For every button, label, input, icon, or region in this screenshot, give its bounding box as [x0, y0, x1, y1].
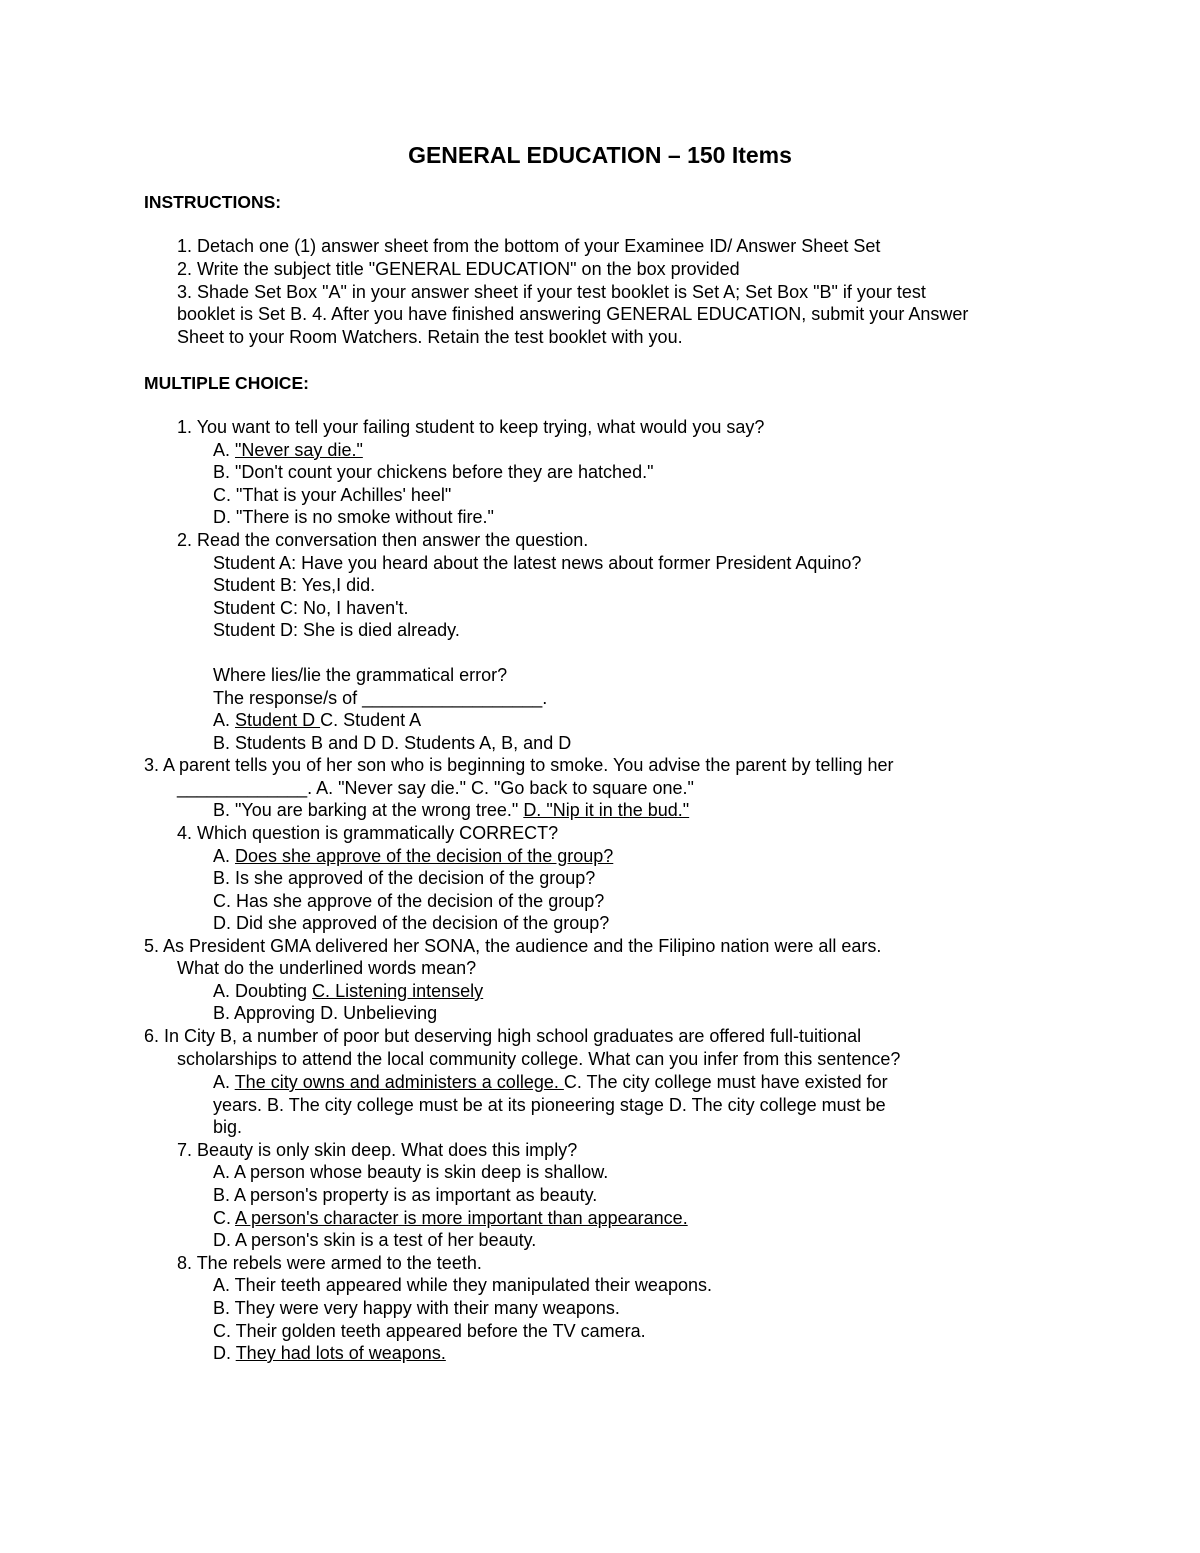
question-stem: 1. You want to tell your failing student to keep trying, what would you say? — [177, 417, 765, 437]
choice-line: D. Did she approved of the decision of the group? — [213, 913, 610, 933]
choice-line: B. A person's property is as important as beauty. — [213, 1185, 598, 1205]
choice-line: A. Doubting C. Listening intensely — [213, 981, 484, 1001]
choice-line: B. "Don't count your chickens before they are hatched." — [213, 462, 654, 482]
choice-line: D. They had lots of weapons. — [213, 1343, 446, 1363]
choice-line: A. "Never say die." — [213, 440, 363, 460]
choice-line: _____________. A. "Never say die." C. "Go back to square one." — [177, 778, 694, 798]
choice-line: B. Students B and D D. Students A, B, and D — [213, 733, 572, 753]
instruction-line: 3. Shade Set Box "A" in your answer sheet if your test booklet is Set A; Set Box "B" if your test — [177, 282, 926, 302]
answer-underlined: "Never say die." — [235, 440, 363, 460]
instruction-line: 1. Detach one (1) answer sheet from the bottom of your Examinee ID/ Answer Sheet Set — [177, 236, 881, 256]
choice-line: C. Their golden teeth appeared before the TV camera. — [213, 1321, 646, 1341]
instruction-line: 2. Write the subject title "GENERAL EDUCATION" on the box provided — [177, 259, 740, 279]
page-title: GENERAL EDUCATION – 150 Items — [408, 142, 792, 168]
multiple-choice-heading: MULTIPLE CHOICE: — [144, 373, 309, 393]
question-stem: 3. A parent tells you of her son who is beginning to smoke. You advise the parent by telling her — [144, 755, 894, 775]
answer-underlined: C. Listening intensely — [312, 981, 484, 1001]
answer-underlined: Does she approve of the decision of the group? — [235, 846, 614, 866]
answer-underlined: They had lots of weapons. — [235, 1343, 446, 1363]
choice-line: years. B. The city college must be at its pioneering stage D. The city college must be — [213, 1095, 886, 1115]
choice-line: A. Their teeth appeared while they manipulated their weapons. — [213, 1275, 712, 1295]
dialogue-line: Student D: She is died already. — [213, 620, 460, 640]
choice-line: A. Does she approve of the decision of the group? — [213, 846, 614, 866]
choice-line: C. Has she approve of the decision of the group? — [213, 891, 605, 911]
choice-line: C. "That is your Achilles' heel" — [213, 485, 452, 505]
dialogue-line: Student B: Yes,I did. — [213, 575, 376, 595]
question-stem: 7. Beauty is only skin deep. What does this imply? — [177, 1140, 578, 1160]
choice-line: big. — [213, 1117, 243, 1137]
question-stem: 8. The rebels were armed to the teeth. — [177, 1253, 482, 1273]
question-stem: What do the underlined words mean? — [177, 958, 477, 978]
question-prompt: Where lies/lie the grammatical error? — [213, 665, 508, 685]
question-stem: 5. As President GMA delivered her SONA, the audience and the Filipino nation were all ears. — [144, 936, 882, 956]
choice-line: D. A person's skin is a test of her beauty. — [213, 1230, 537, 1250]
choice-line: B. They were very happy with their many weapons. — [213, 1298, 620, 1318]
question-stem: scholarships to attend the local community college. What can you infer from this sentence? — [177, 1049, 901, 1069]
question-prompt: The response/s of __________________. — [213, 688, 548, 708]
choice-line: B. "You are barking at the wrong tree." D. "Nip it in the bud." — [213, 800, 690, 820]
answer-underlined: A person's character is more important than appearance. — [235, 1208, 688, 1228]
choice-line: B. Is she approved of the decision of the group? — [213, 868, 596, 888]
instructions-heading: INSTRUCTIONS: — [144, 192, 282, 212]
choice-line: A. A person whose beauty is skin deep is shallow. — [213, 1162, 609, 1182]
choice-line: B. Approving D. Unbelieving — [213, 1003, 438, 1023]
answer-underlined: The city owns and administers a college. — [234, 1072, 564, 1092]
choice-line: C. A person's character is more important than appearance. — [213, 1208, 688, 1228]
dialogue-line: Student A: Have you heard about the latest news about former President Aquino? — [213, 553, 862, 573]
choice-line: A. Student D C. Student A — [213, 710, 422, 730]
instruction-line: Sheet to your Room Watchers. Retain the test booklet with you. — [177, 327, 683, 347]
choice-line: D. "There is no smoke without fire." — [213, 507, 494, 527]
choice-line: A. The city owns and administers a college. C. The city college must have existed for — [213, 1072, 888, 1092]
question-stem: 4. Which question is grammatically CORRECT? — [177, 823, 559, 843]
question-stem: 6. In City B, a number of poor but deserving high school graduates are offered full-tuitional — [144, 1026, 862, 1046]
instruction-line: booklet is Set B. 4. After you have finished answering GENERAL EDUCATION, submit your Answer — [177, 304, 969, 324]
answer-underlined: D. "Nip it in the bud." — [523, 800, 690, 820]
answer-underlined: Student D — [235, 710, 321, 730]
dialogue-line: Student C: No, I haven't. — [213, 598, 409, 618]
question-stem: 2. Read the conversation then answer the question. — [177, 530, 589, 550]
